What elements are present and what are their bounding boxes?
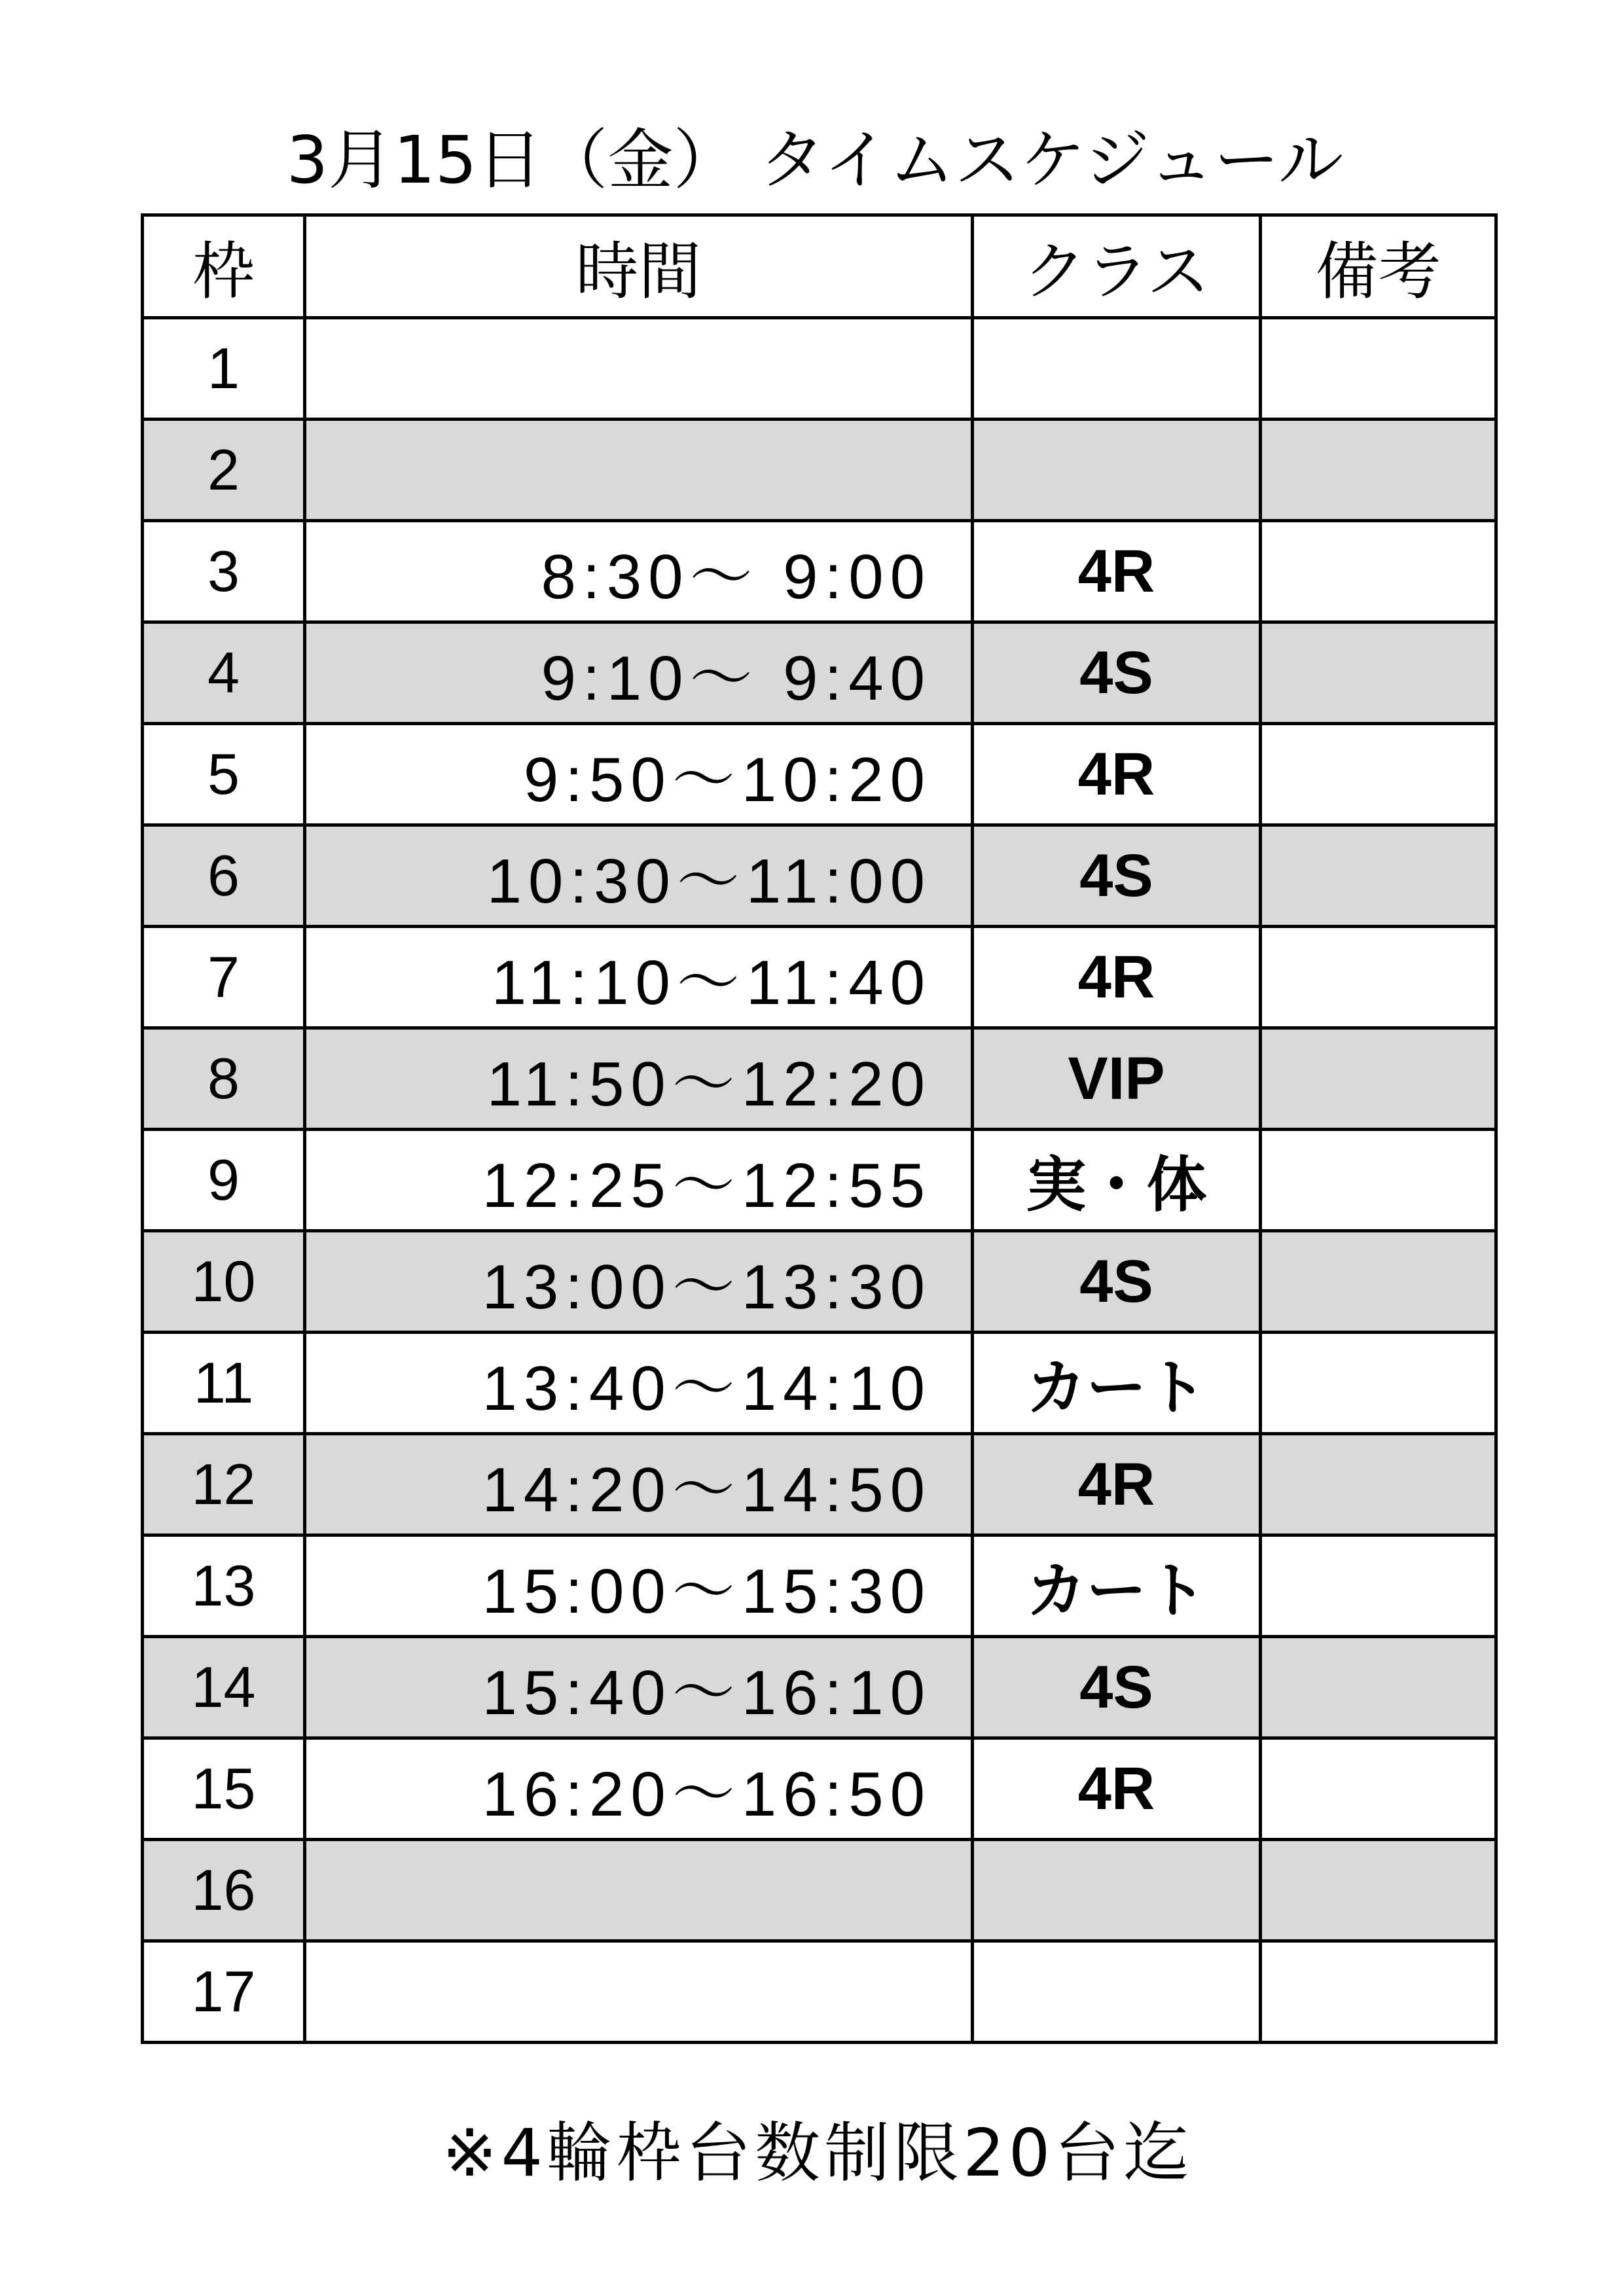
note-cell bbox=[1261, 927, 1496, 1028]
class-cell: 4S bbox=[973, 825, 1261, 927]
header-time: 時間 bbox=[305, 215, 973, 318]
slot-cell: 9 bbox=[143, 1130, 305, 1231]
class-cell: 4R bbox=[973, 724, 1261, 825]
note-cell bbox=[1261, 1434, 1496, 1535]
time-cell: 11:10～11:40 bbox=[305, 927, 973, 1028]
note-cell bbox=[1261, 622, 1496, 724]
note-cell bbox=[1261, 1840, 1496, 1941]
table-row bbox=[143, 1941, 1496, 2043]
time-cell: 10:30～11:00 bbox=[305, 825, 973, 927]
class-cell: カート bbox=[973, 1535, 1261, 1637]
time-cell: 16:20～16:50 bbox=[305, 1738, 973, 1840]
time-cell: 9:50～10:20 bbox=[305, 724, 973, 825]
class-cell: 4R bbox=[973, 927, 1261, 1028]
time-cell bbox=[305, 420, 973, 521]
table-row bbox=[143, 724, 1496, 825]
slot-cell: 12 bbox=[143, 1434, 305, 1535]
class-cell bbox=[973, 1840, 1261, 1941]
note-cell bbox=[1261, 825, 1496, 927]
time-cell bbox=[305, 318, 973, 420]
time-cell: 14:20～14:50 bbox=[305, 1434, 973, 1535]
note-cell bbox=[1261, 1028, 1496, 1130]
table-row bbox=[143, 622, 1496, 724]
note-cell bbox=[1261, 1941, 1496, 2043]
header-class: クラス bbox=[973, 215, 1261, 318]
slot-cell: 4 bbox=[143, 622, 305, 724]
time-cell: 8:30～ 9:00 bbox=[305, 521, 973, 622]
table-row bbox=[143, 1434, 1496, 1535]
time-cell: 13:00～13:30 bbox=[305, 1231, 973, 1333]
class-cell: 4S bbox=[973, 1637, 1261, 1738]
class-cell: 4S bbox=[973, 622, 1261, 724]
time-cell: 12:25～12:55 bbox=[305, 1130, 973, 1231]
class-cell bbox=[973, 420, 1261, 521]
time-cell bbox=[305, 1941, 973, 2043]
note-cell bbox=[1261, 318, 1496, 420]
slot-cell: 5 bbox=[143, 724, 305, 825]
note-cell bbox=[1261, 1637, 1496, 1738]
table-body bbox=[143, 318, 1496, 2043]
note-cell bbox=[1261, 1738, 1496, 1840]
table-row bbox=[143, 1535, 1496, 1637]
table-row bbox=[143, 1130, 1496, 1231]
class-cell: 実・体 bbox=[973, 1130, 1261, 1231]
slot-cell: 15 bbox=[143, 1738, 305, 1840]
note-cell bbox=[1261, 1333, 1496, 1434]
class-cell: カート bbox=[973, 1333, 1261, 1434]
slot-cell: 17 bbox=[143, 1941, 305, 2043]
schedule-title: 3月15日（金） タイムスケジュール bbox=[286, 122, 1344, 198]
time-cell: 15:00～15:30 bbox=[305, 1535, 973, 1637]
header-note: 備考 bbox=[1261, 215, 1496, 318]
table-row bbox=[143, 1738, 1496, 1840]
slot-cell: 3 bbox=[143, 521, 305, 622]
table-row bbox=[143, 420, 1496, 521]
table-row bbox=[143, 1333, 1496, 1434]
slot-cell: 8 bbox=[143, 1028, 305, 1130]
table-row bbox=[143, 825, 1496, 927]
time-cell: 9:10～ 9:40 bbox=[305, 622, 973, 724]
table-row bbox=[143, 1637, 1496, 1738]
slot-cell: 14 bbox=[143, 1637, 305, 1738]
table-row bbox=[143, 521, 1496, 622]
class-cell bbox=[973, 1941, 1261, 2043]
table-row bbox=[143, 1231, 1496, 1333]
note-cell bbox=[1261, 1130, 1496, 1231]
slot-cell: 7 bbox=[143, 927, 305, 1028]
slot-cell: 10 bbox=[143, 1231, 305, 1333]
slot-cell: 2 bbox=[143, 420, 305, 521]
slot-cell: 1 bbox=[143, 318, 305, 420]
table-row bbox=[143, 1028, 1496, 1130]
table-row bbox=[143, 318, 1496, 420]
class-cell: 4R bbox=[973, 1738, 1261, 1840]
footnote: ※4輪枠台数制限20台迄 bbox=[442, 2115, 1193, 2191]
class-cell: 4R bbox=[973, 521, 1261, 622]
time-cell: 13:40～14:10 bbox=[305, 1333, 973, 1434]
note-cell bbox=[1261, 521, 1496, 622]
slot-cell: 6 bbox=[143, 825, 305, 927]
class-cell: 4S bbox=[973, 1231, 1261, 1333]
slot-cell: 13 bbox=[143, 1535, 305, 1637]
table-header-row bbox=[143, 215, 1496, 318]
class-cell: 4R bbox=[973, 1434, 1261, 1535]
time-cell: 15:40～16:10 bbox=[305, 1637, 973, 1738]
header-slot: 枠 bbox=[143, 215, 305, 318]
slot-cell: 16 bbox=[143, 1840, 305, 1941]
class-cell: VIP bbox=[973, 1028, 1261, 1130]
time-schedule-table bbox=[141, 213, 1498, 2044]
table-row bbox=[143, 1840, 1496, 1941]
note-cell bbox=[1261, 1535, 1496, 1637]
slot-cell: 11 bbox=[143, 1333, 305, 1434]
table-row bbox=[143, 927, 1496, 1028]
time-cell: 11:50～12:20 bbox=[305, 1028, 973, 1130]
note-cell bbox=[1261, 724, 1496, 825]
time-cell bbox=[305, 1840, 973, 1941]
note-cell bbox=[1261, 420, 1496, 521]
note-cell bbox=[1261, 1231, 1496, 1333]
class-cell bbox=[973, 318, 1261, 420]
